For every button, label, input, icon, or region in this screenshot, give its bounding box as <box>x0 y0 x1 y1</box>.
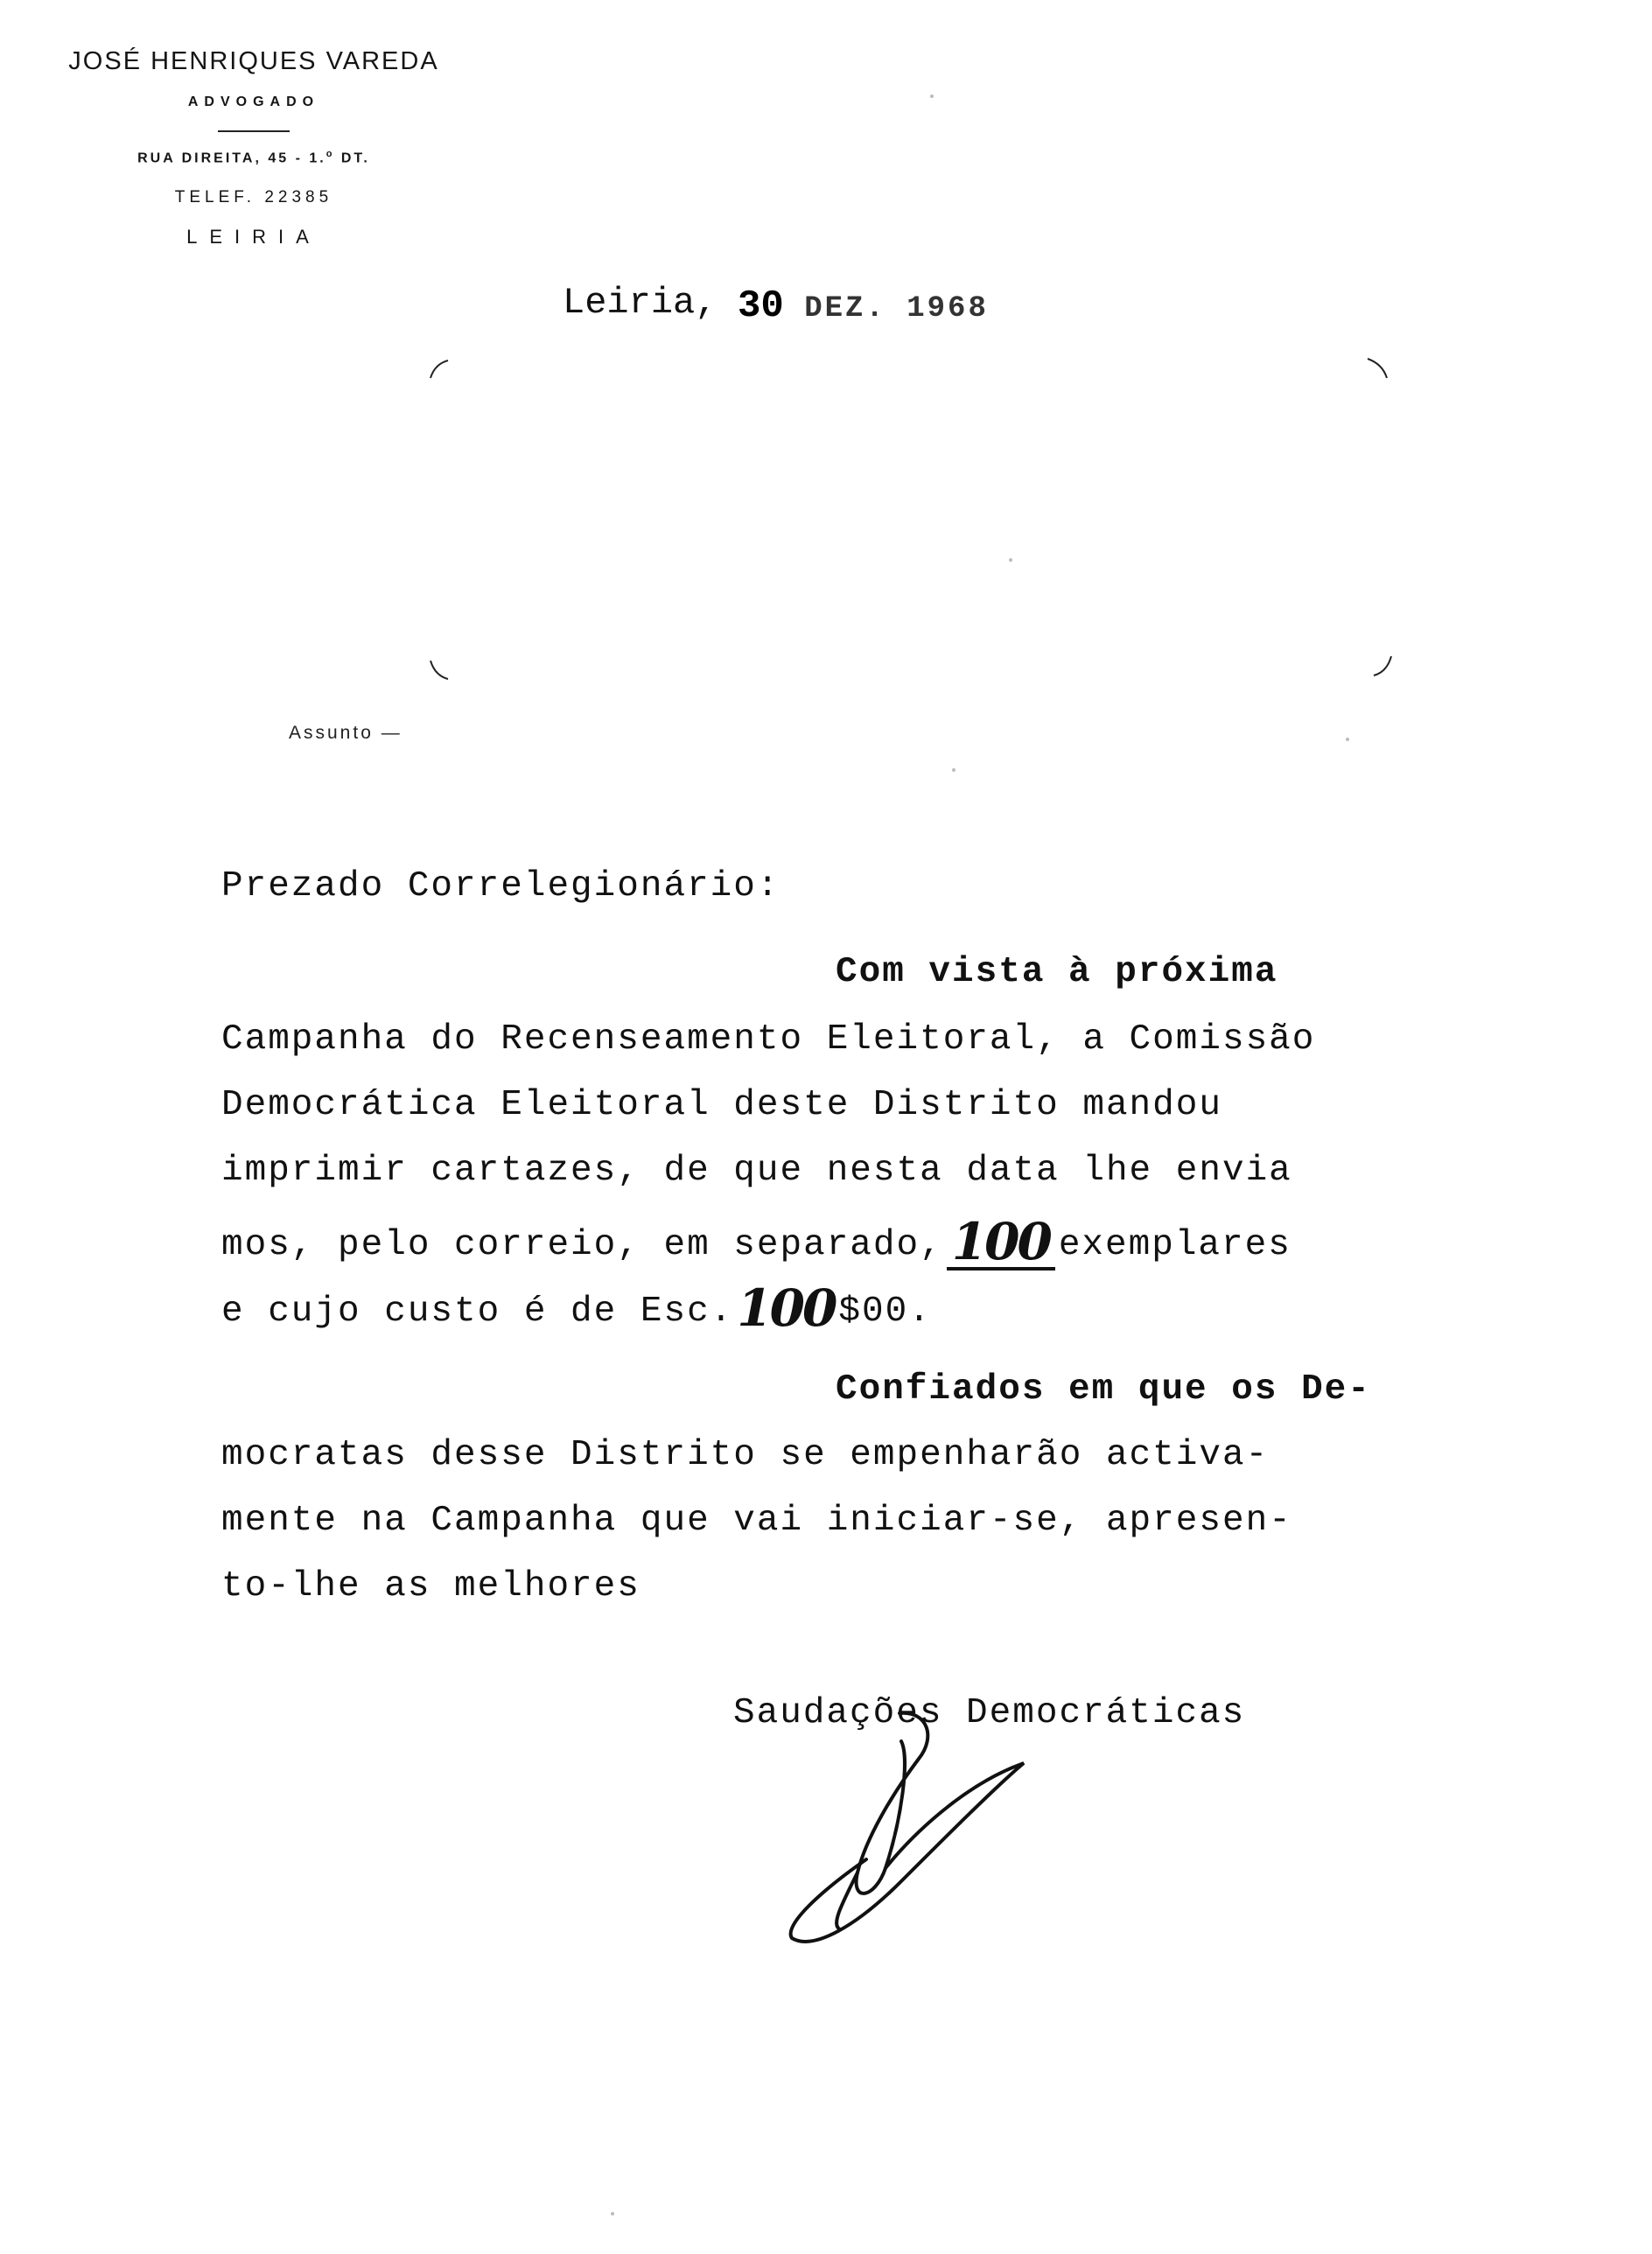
body-line: mocratas desse Distrito se empenharão activa- <box>221 1435 1270 1475</box>
body-line: Confiados em que os De- <box>836 1369 1371 1410</box>
address-suffix: DT. <box>334 150 370 166</box>
body-text: mos, pelo correio, em separado, <box>221 1225 943 1265</box>
body-line <box>221 1212 1292 1271</box>
letterhead-profession: ADVOGADO <box>187 94 320 109</box>
date-stamp <box>738 284 989 328</box>
window-corner-mark <box>1374 656 1391 676</box>
letterhead-phone: TELEF. 22385 <box>174 188 333 206</box>
address-text: RUA DIREITA, 45 - 1. <box>137 150 326 166</box>
date-stamp-day: 30 <box>738 284 784 328</box>
body-line: Campanha do Recenseamento Eleitoral, a Comissão <box>221 1019 1316 1060</box>
subject-label: Assunto — <box>289 723 402 743</box>
handwritten-quantity: 100 <box>947 1216 1055 1270</box>
body-text: $00. <box>838 1292 932 1332</box>
dateline-place: Leiria, <box>563 282 718 324</box>
closing: Saudações Democráticas <box>733 1693 1246 1733</box>
handwritten-amount: 100 <box>737 1278 836 1338</box>
letterhead-divider <box>218 130 290 132</box>
salutation: Prezado Correlegionário: <box>221 866 780 906</box>
body-line <box>221 1278 932 1338</box>
window-corner-mark <box>430 360 448 378</box>
letterhead-name: JOSÉ HENRIQUES VAREDA <box>68 47 439 75</box>
body-line: mente na Campanha que vai iniciar-se, apresen- <box>221 1501 1292 1541</box>
address-window-marks <box>430 359 1391 679</box>
signature <box>791 1713 1024 1942</box>
letterhead-address <box>35 149 472 166</box>
body-line: to-lhe as melhores <box>221 1566 640 1606</box>
body-text: e cujo custo é de Esc. <box>221 1292 734 1332</box>
body-line: Democrática Eleitoral deste Distrito mandou <box>221 1085 1222 1125</box>
signature-stroke <box>857 1713 928 1894</box>
body-line: imprimir cartazes, de que nesta data lhe envia <box>221 1151 1292 1191</box>
letterhead-city: LEIRIA <box>186 226 321 248</box>
body-text: exemplares <box>1058 1225 1292 1265</box>
signature-stroke <box>836 1872 858 1929</box>
date-stamp-month-year: DEZ. 1968 <box>804 292 989 326</box>
address-ordinal: o <box>326 149 335 159</box>
signature-stroke <box>791 1763 1024 1942</box>
body-line: Com vista à próxima <box>836 952 1278 992</box>
window-corner-mark <box>1368 359 1387 378</box>
window-corner-mark <box>430 661 448 679</box>
